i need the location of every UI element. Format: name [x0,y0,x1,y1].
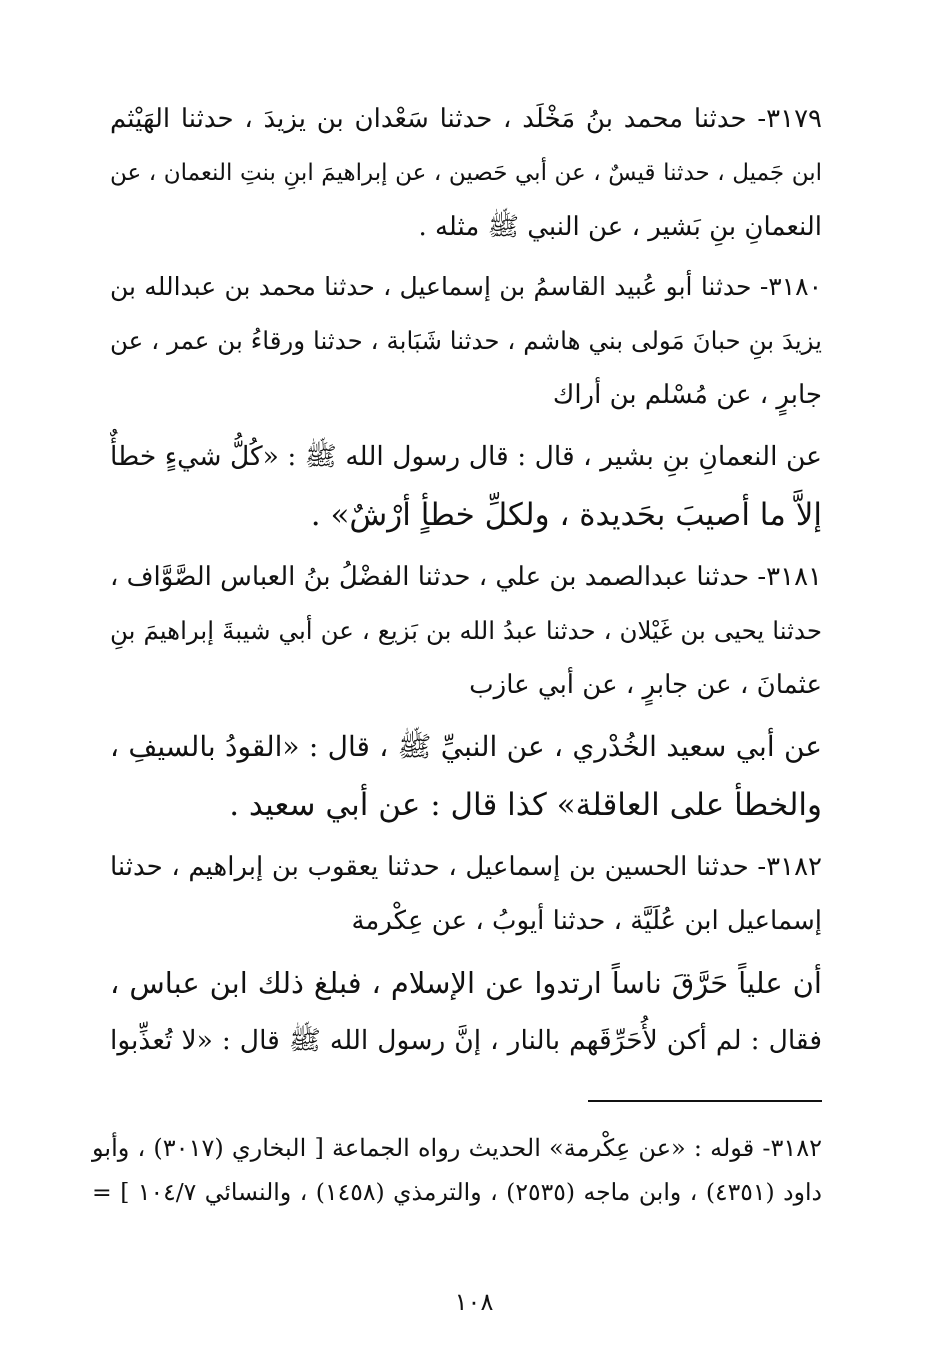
text-line: جابرٍ ، عن مُسْلم بن أراك [552,380,822,410]
hadith-3181-matn [110,718,822,834]
text-line: عن النعمانِ بنِ بشير ، قال : قال رسول الله ﷺ : «كُلُّ شيءٍ خطأٌ [110,441,822,472]
text-line: إسماعيل ابن عُلَيَّة ، حدثنا أيوبُ ، عن عِكْرمة [351,906,822,936]
footnote-line: داود (٤٣٥١) ، وابن ماجه (٢٥٣٥) ، والترمذي (١٤٥٨) ، والنسائي ١٠٤/٧ ] = [92,1178,822,1206]
footnote-divider [588,1100,822,1102]
hadith-3181-isnad [110,550,822,712]
text-line: ٣١٨٢- حدثنا الحسين بن إسماعيل ، حدثنا يعقوب بن إبراهيم ، حدثنا [110,852,822,882]
footnote-line: ٣١٨٢- قوله : «عن عِكْرمة» الحديث رواه الجماعة [ البخاري (٣٠١٧) ، وأبو [92,1134,823,1162]
hadith-3180-isnad [110,260,822,422]
text-line: فقال : لم أكن لأُحَرِّقَهم بالنار ، إنَّ رسول الله ﷺ قال : «لا تُعذِّبوا [110,1025,822,1056]
footnote [92,1126,822,1214]
text-line: النعمانِ بنِ بَشير ، عن النبي ﷺ مثله . [418,212,822,242]
text-line: ٣١٨٠- حدثنا أبو عُبيد القاسمُ بن إسماعيل ، حدثنا محمد بن عبدالله بن [110,272,822,301]
text-line: إلاَّ ما أصيبَ بحَديدة ، ولكلِّ خطأٍ أرْشٌ» . [310,497,822,533]
page-number: ١٠٨ [454,1288,494,1316]
text-line: ابن جَميل ، حدثنا قيسٌ ، عن أبي حَصين ، عن إبراهيمَ ابنِ بنتِ النعمان ، عن [110,160,822,186]
hadith-3182-matn [110,954,822,1070]
text-line: عثمانَ ، عن جابرٍ ، عن أبي عازب [469,670,822,700]
text-line: والخطأ على العاقلة» كذا قال : عن أبي سعيد . [229,787,822,823]
hadith-3179-isnad [110,92,822,254]
text-line: ٣١٧٩- حدثنا محمد بنُ مَخْلَد ، حدثنا سَعْدان بن يزيدَ ، حدثنا الهَيْثم [110,104,822,134]
main-text [110,92,822,1076]
hadith-3180-matn [110,428,822,544]
hadith-3182-isnad [110,840,822,948]
text-line: عن أبي سعيد الخُدْري ، عن النبيِّ ﷺ ، قال : «القودُ بالسيفِ ، [110,730,822,763]
text-line: يزيدَ بنِ حبانَ مَولى بني هاشم ، حدثنا شَبَابة ، حدثنا ورقاءُ بن عمر ، عن [110,326,822,355]
text-line: حدثنا يحيى بن غَيْلان ، حدثنا عبدُ الله بن بَزيع ، عن أبي شيبةَ إبراهيمَ بنِ [110,616,822,645]
text-line: أن علياً حَرَّقَ ناساً ارتدوا عن الإسلام ، فبلغ ذلك ابن عباس ، [110,966,822,1000]
text-line: ٣١٨١- حدثنا عبدالصمد بن علي ، حدثنا الفضْلُ بنُ العباس الصَّوَّاف ، [109,562,822,592]
